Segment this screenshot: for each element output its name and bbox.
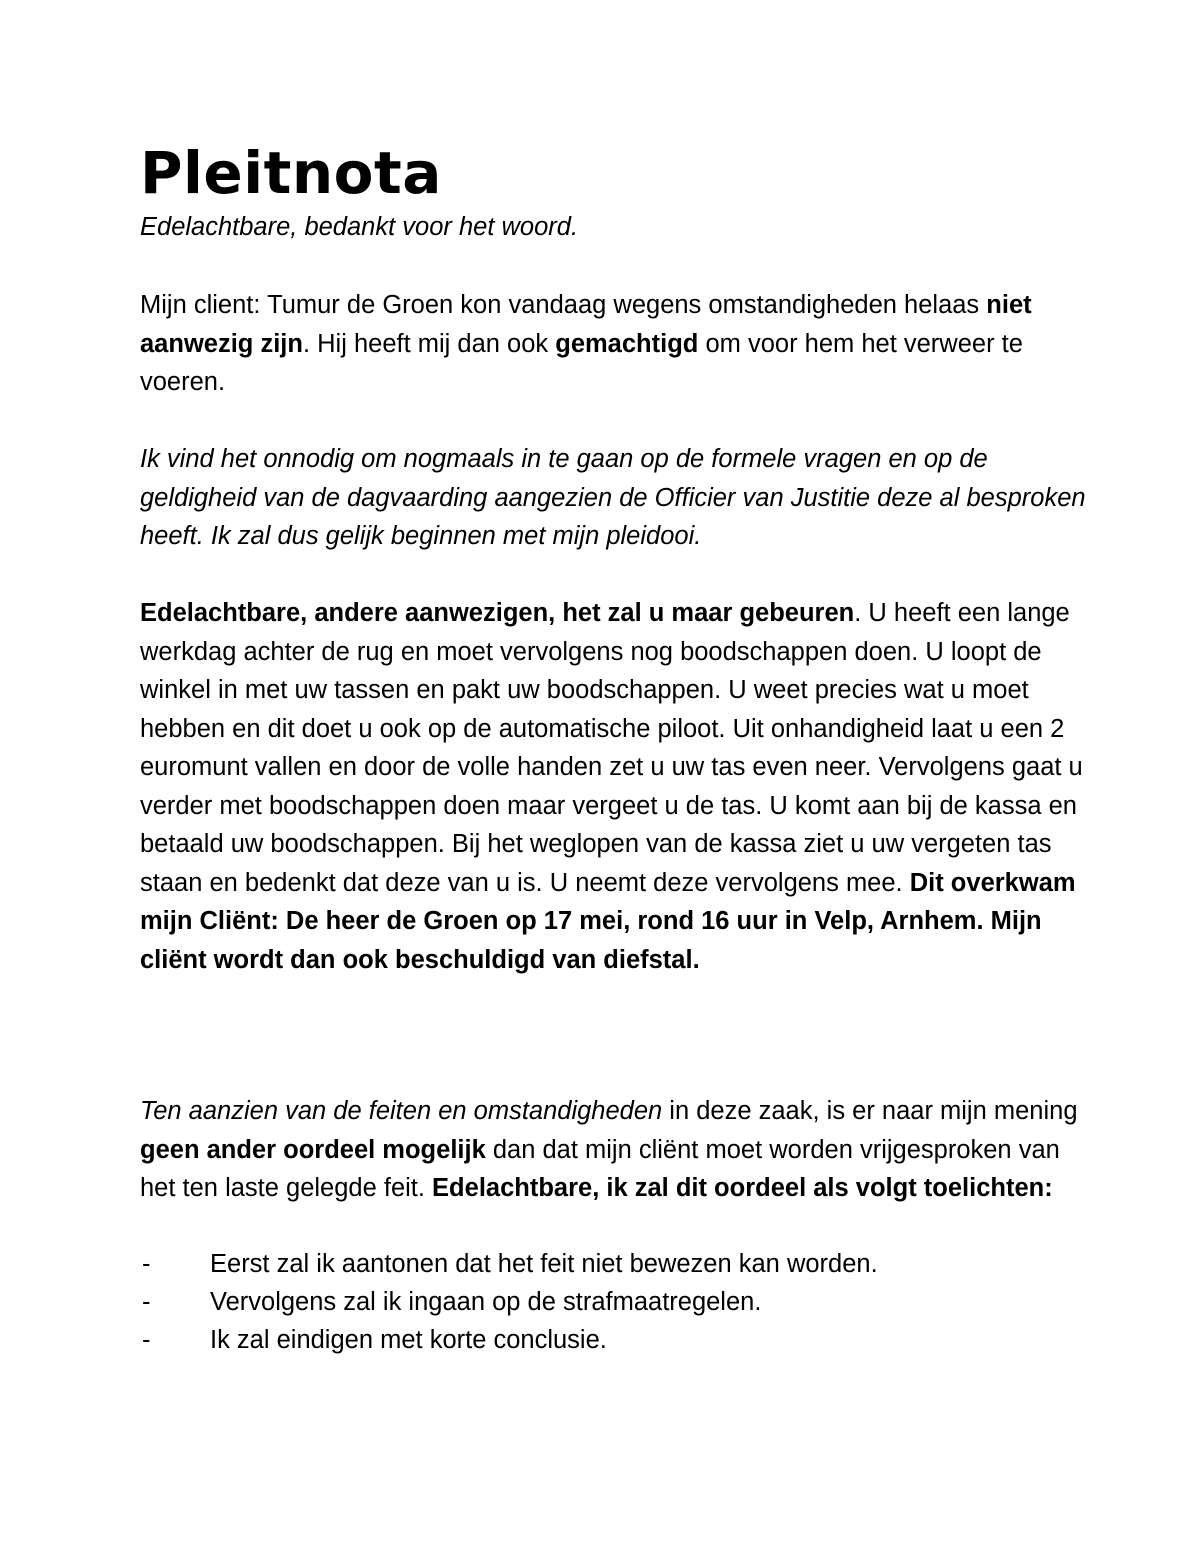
bullet-dash: - — [142, 1326, 151, 1354]
p1-run: . Hij heeft mij dan ook — [302, 329, 556, 358]
document-title: Pleitnota — [140, 139, 442, 207]
p3-run-bold: Dit overkwam mijn Cliënt: De heer de Groen op 17 mei, rond 16 uur in Velp, Arnhem. Mijn cliënt wordt dan ook beschuldigd van diefstal. — [140, 868, 1076, 974]
p4-run-bold: Edelachtbare, ik zal dit oordeel als volgt toelichten: — [432, 1174, 1053, 1202]
paragraph-judgement — [140, 1092, 1100, 1208]
list-item-text: Vervolgens zal ik ingaan op de strafmaatregelen. — [210, 1288, 762, 1316]
p3-run: . U heeft een lange werkdag achter de rug en moet vervolgens nog boodschappen doen. U loopt de winkel in met uw tassen en pakt uw boodschappen. U weet precies wat u moet hebben en dit doet u ook op de automatische piloot. Uit onhandigheid laat u een 2 euromunt vallen en door de volle handen zet u uw tas even neer. Vervolgens gaat u verder met boodschappen doen maar vergeet u de tas. U komt aan bij de kassa en betaald uw boodschappen. Bij het weglopen van de kassa ziet u uw vergeten tas staan en bedenkt dat deze van u is. U neemt deze vervolgens mee. — [140, 599, 1083, 897]
bullet-dash: - — [142, 1288, 151, 1316]
p4-run: in deze zaak, is er naar mijn mening — [662, 1097, 1078, 1125]
bullet-list — [140, 1245, 1100, 1359]
p4-run-italic: Ten aanzien van de feiten en omstandigheden — [140, 1097, 663, 1125]
list-item — [140, 1245, 1100, 1283]
p1-run-bold: gemachtigd — [555, 329, 699, 358]
p4-run-bold: geen ander oordeel mogelijk — [140, 1135, 486, 1164]
list-item — [140, 1321, 1100, 1359]
p1-run: Mijn client: Tumur de Groen kon vandaag wegens omstandigheden helaas — [140, 291, 987, 319]
p4-run: dan dat mijn cliënt moet worden vrijgesproken van het ten laste gelegde feit. — [140, 1135, 1060, 1202]
paragraph-story — [140, 594, 1100, 979]
p1-run: om voor hem het verweer te voeren. — [140, 329, 1023, 396]
list-item-text: Eerst zal ik aantonen dat het feit niet bewezen kan worden. — [210, 1250, 878, 1278]
greeting: Edelachtbare, bedankt voor het woord. — [140, 213, 579, 241]
p1-run-bold: niet aanwezig zijn — [140, 291, 1032, 358]
p3-run-bold: Edelachtbare, andere aanwezigen, het zal u maar gebeuren — [140, 599, 855, 627]
list-item-text: Ik zal eindigen met korte conclusie. — [210, 1326, 607, 1354]
list-item — [140, 1283, 1100, 1321]
bullet-dash: - — [142, 1250, 151, 1278]
paragraph-formal-questions: Ik vind het onnodig om nogmaals in te gaan op de formele vragen en op de geldigheid van de dagvaarding aangezien de Officier van Justitie deze al besproken heeft. Ik zal dus gelijk beginnen met mijn pleidooi. — [140, 445, 1086, 550]
paragraph-client-absence — [140, 286, 1100, 402]
